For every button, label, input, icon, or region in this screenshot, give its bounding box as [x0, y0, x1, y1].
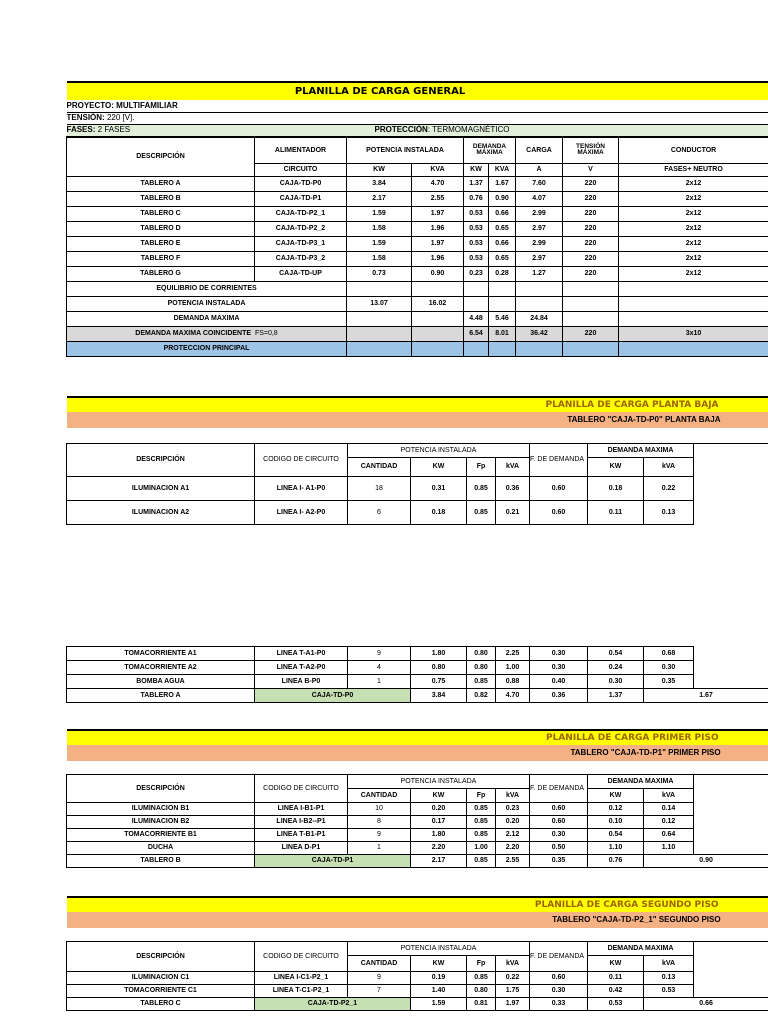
coincidente-v: 220 — [563, 326, 619, 341]
segundo-piso-subtitle: TABLERO "CAJA-TD-P2_1" SEGUNDO PISO — [67, 912, 768, 928]
coincidente-conductor: 3x10 — [619, 326, 768, 341]
planta-baja-subtitle: TABLERO "CAJA-TD-P0" PLANTA BAJA — [67, 412, 768, 428]
pp-header-demanda: DEMANDA MAXIMA — [588, 774, 694, 788]
pb-header-descripcion: DESCRIPCIÓN — [67, 443, 255, 476]
general-table-row: TABLERO C CAJA-TD-P2_1 1.59 1.97 0.53 0.66 2.99 220 2x12 — [67, 206, 768, 221]
pp-header-fp: Fp — [467, 788, 496, 802]
pp-header-dkva: kVA — [644, 788, 694, 802]
pp-table-row: DUCHA LINEA D-P1 1 2.20 1.00 2.20 0.50 1.10 1.10 — [67, 841, 768, 854]
sp-header-fp: Fp — [467, 955, 496, 971]
header-circuito: CIRCUITO — [255, 163, 347, 176]
sp-header-kw: KW — [411, 955, 467, 971]
header-dkva: KVA — [489, 163, 516, 176]
sp-header-fdemanda: F. DE DEMANDA — [530, 941, 588, 971]
sp-header-cantidad: CANTIDAD — [348, 955, 411, 971]
pb-header-dkw: KW — [588, 457, 644, 476]
header-a: A — [516, 163, 563, 176]
header-demanda: DEMANDA MÁXIMA — [464, 137, 516, 163]
general-load-table — [66, 81, 768, 357]
pp-table-row: ILUMINACION B1 LINEA I-B1-P1 10 0.20 0.85 0.23 0.60 0.12 0.14 — [67, 802, 768, 815]
pb-header-fp: Fp — [467, 457, 496, 476]
pb-table-row: TOMACORRIENTE A1 LINEA T-A1-P0 9 1.80 0.80 2.25 0.30 0.54 0.68 — [67, 647, 768, 661]
pb-table-row: ILUMINACION A2 LINEA I- A2-P0 6 0.18 0.85 0.21 0.60 0.11 0.13 — [67, 500, 768, 524]
coincidente-fs: FS=0,8 — [254, 330, 278, 337]
voltage-value: 220 [V]. — [106, 113, 135, 122]
pb-table-row: BOMBA AGUA LINEA B-P0 1 0.75 0.85 0.88 0.40 0.30 0.35 — [67, 675, 768, 689]
header-descripcion: DESCRIPCIÓN — [67, 137, 255, 176]
header-conductor: CONDUCTOR — [619, 137, 768, 163]
planta-baja-title: PLANILLA DE CARGA PLANTA BAJA — [67, 397, 768, 412]
pb-header-demanda: DEMANDA MAXIMA — [588, 443, 694, 457]
header-v: V — [563, 163, 619, 176]
pb-header-dkva: kVA — [644, 457, 694, 476]
pp-header-kw: KW — [411, 788, 467, 802]
pb-header-kva: kVA — [496, 457, 530, 476]
sp-header-dkva: kVA — [644, 955, 694, 971]
project-row: PROYECTO: MULTIFAMILIAR — [67, 100, 768, 112]
pp-header-codigo: CODIGO DE CIRCUITO — [255, 774, 348, 802]
pb-header-codigo: CODIGO DE CIRCUITO — [255, 443, 348, 476]
pb-table-row: TOMACORRIENTE A2 LINEA T-A2-P0 4 0.80 0.80 1.00 0.30 0.24 0.30 — [67, 661, 768, 675]
pp-table-row: ILUMINACION B2 LINEA I-B2--P1 8 0.17 0.85 0.20 0.60 0.10 0.12 — [67, 815, 768, 828]
sp-header-dkw: KW — [588, 955, 644, 971]
primer-piso-title: PLANILLA DE CARGA PRIMER PISO — [67, 730, 768, 745]
segundo-piso-table — [66, 896, 768, 1011]
pb-header-cantidad: CANTIDAD — [348, 457, 411, 476]
potencia-instalada-label: POTENCIA INSTALADA — [67, 296, 347, 311]
project-value: MULTIFAMILIAR — [116, 100, 178, 110]
primer-piso-subtitle: TABLERO "CAJA-TD-P1" PRIMER PISO — [67, 745, 768, 761]
sp-header-kva: kVA — [496, 955, 530, 971]
header-tension: TENSIÓN MÁXIMA — [563, 137, 619, 163]
sp-table-row: ILUMINACION C1 LINEA I-C1-P2_1 9 0.19 0.85 0.22 0.60 0.11 0.13 — [67, 971, 768, 984]
pp-total-row: TABLERO B CAJA-TD-P1 2.17 0.85 2.55 0.35 0.76 0.90 — [67, 854, 768, 867]
voltage-row: TENSIÓN: 220 [V]. — [67, 112, 768, 124]
header-fases-neutro: FASES+ NEUTRO — [619, 163, 768, 176]
coincidente-kva: 8.01 — [489, 326, 516, 341]
general-table-row: TABLERO A CAJA-TD-P0 3.84 4.70 1.37 1.67 7.60 220 2x12 — [67, 176, 768, 191]
header-dkw: KW — [464, 163, 489, 176]
general-table-row: TABLERO E CAJA-TD-P3_1 1.59 1.97 0.53 0.66 2.99 220 2x12 — [67, 236, 768, 251]
pb-table-row: ILUMINACION A1 LINEA I- A1-P0 18 0.31 0.85 0.36 0.60 0.18 0.22 — [67, 476, 768, 500]
demanda-maxima-kw: 4.48 — [464, 311, 489, 326]
demanda-maxima-kva: 5.46 — [489, 311, 516, 326]
sp-total-row: TABLERO C CAJA-TD-P2_1 1.59 0.81 1.97 0.33 0.53 0.66 — [67, 997, 768, 1010]
general-table-row: TABLERO G CAJA-TD-UP 0.73 0.90 0.23 0.28 1.27 220 2x12 — [67, 266, 768, 281]
pb-header-fdemanda: F. DE DEMANDA — [530, 443, 588, 476]
potencia-instalada-kva: 16.02 — [412, 296, 464, 311]
planta-baja-table-continued — [66, 646, 768, 703]
sp-header-descripcion: DESCRIPCIÓN — [67, 941, 255, 971]
protection-row: PROTECCIÓN: TERMOMAGNÉTICO — [347, 124, 768, 137]
general-table-row: TABLERO D CAJA-TD-P2_2 1.58 1.96 0.53 0.65 2.97 220 2x12 — [67, 221, 768, 236]
pb-total-row: TABLERO A CAJA-TD-P0 3.84 0.82 4.70 0.36 1.37 1.67 — [67, 689, 768, 703]
equilibrio-label: EQUILIBRIO DE CORRIENTES — [67, 281, 347, 296]
coincidente-kw: 6.54 — [464, 326, 489, 341]
pp-header-kva: kVA — [496, 788, 530, 802]
segundo-piso-title: PLANILLA DE CARGA SEGUNDO PISO — [67, 897, 768, 912]
header-kw: KW — [347, 163, 412, 176]
pp-header-potencia: POTENCIA INSTALADA — [348, 774, 530, 788]
pp-table-row: TOMACORRIENTE B1 LINEA T-B1-P1 9 1.80 0.85 2.12 0.30 0.54 0.64 — [67, 828, 768, 841]
phases-row: FASES: 2 FASES — [67, 124, 347, 137]
pp-header-cantidad: CANTIDAD — [348, 788, 411, 802]
phases-value: 2 FASES — [97, 125, 131, 135]
sp-table-row: TOMACORRIENTE C1 LINEA T-C1-P2_1 7 1.40 0.80 1.75 0.30 0.42 0.53 — [67, 984, 768, 997]
general-table-row: TABLERO B CAJA-TD-P1 2.17 2.55 0.76 0.90 4.07 220 2x12 — [67, 191, 768, 206]
planta-baja-table — [66, 396, 768, 525]
coincidente-label: DEMANDA MAXIMA COINCIDENTE FS=0,8 — [67, 326, 347, 341]
sp-header-potencia: POTENCIA INSTALADA — [348, 941, 530, 955]
general-title: PLANILLA DE CARGA GENERAL — [67, 82, 694, 100]
header-alimentador: ALIMENTADOR — [255, 137, 347, 163]
general-table-row: TABLERO F CAJA-TD-P3_2 1.58 1.96 0.53 0.65 2.97 220 2x12 — [67, 251, 768, 266]
pp-header-dkw: KW — [588, 788, 644, 802]
header-potencia: POTENCIA INSTALADA — [347, 137, 464, 163]
header-carga: CARGA — [516, 137, 563, 163]
potencia-instalada-kw: 13.07 — [347, 296, 412, 311]
sp-header-codigo: CODIGO DE CIRCUITO — [255, 941, 348, 971]
pb-header-potencia: POTENCIA INSTALADA — [348, 443, 530, 457]
demanda-maxima-label: DEMANDA MAXIMA — [67, 311, 347, 326]
coincidente-a: 36.42 — [516, 326, 563, 341]
sp-header-demanda: DEMANDA MAXIMA — [588, 941, 694, 955]
pp-header-descripcion: DESCRIPCIÓN — [67, 774, 255, 802]
demanda-maxima-a: 24.84 — [516, 311, 563, 326]
pb-header-kw: KW — [411, 457, 467, 476]
pp-header-fdemanda: F. DE DEMANDA — [530, 774, 588, 802]
header-kva: KVA — [412, 163, 464, 176]
proteccion-principal-label: PROTECCION PRINCIPAL — [67, 341, 347, 356]
primer-piso-table — [66, 729, 768, 868]
